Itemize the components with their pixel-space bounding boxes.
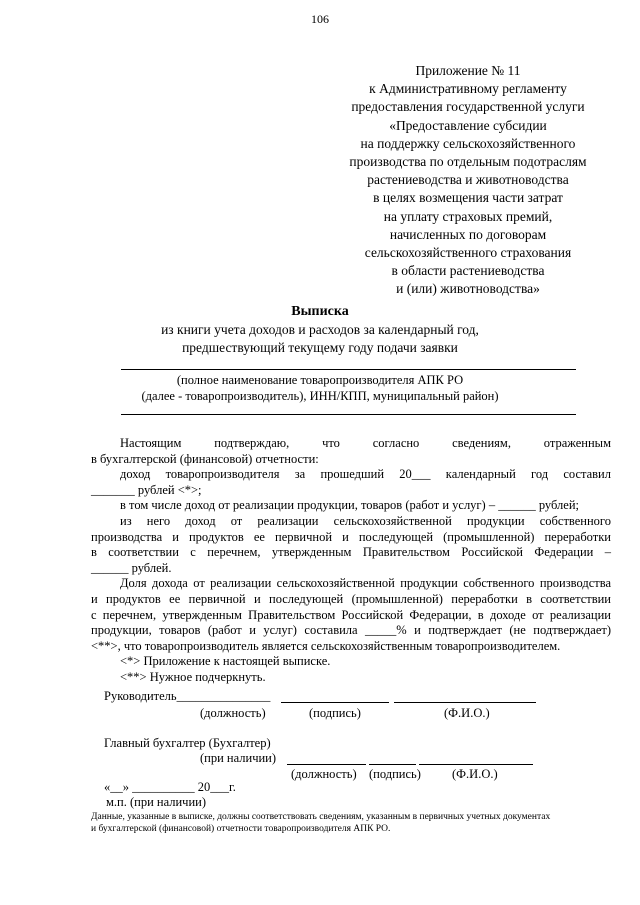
seal-place: м.п. (при наличии) — [106, 795, 206, 809]
statement-p5-line4: продукции, товаров (работ и услуг) составила _____% и подтверждает (не подтверждает) — [91, 623, 611, 638]
appendix-line: в целях возмещения части затрат — [373, 190, 563, 206]
producer-caption — [0, 372, 640, 404]
statement-p4-line2: производства и продуктов ее первичной и последующей (промышленной) переработки — [91, 529, 611, 544]
accountant-position-line — [287, 764, 366, 765]
producer-details-line — [121, 414, 576, 415]
statement-body — [91, 436, 611, 686]
accountant-label: Главный бухгалтер (Бухгалтер) — [104, 736, 271, 750]
head-position-caption: (должность) — [200, 706, 266, 720]
accountant-name-caption: (Ф.И.О.) — [452, 767, 498, 781]
statement-p5-line1: Доля дохода от реализации сельскохозяйственной продукции собственного производства — [120, 576, 611, 591]
document-subtitle — [0, 321, 640, 356]
appendix-line: производства по отдельным подотраслям — [349, 154, 587, 170]
accountant-name-line — [419, 764, 533, 765]
statement-p1-line1: Настоящим подтверждаю, что согласно сведениям, отраженным — [120, 436, 611, 450]
appendix-line: растениеводства и животноводства — [367, 172, 569, 188]
appendix-line: «Предоставление субсидии — [389, 117, 547, 133]
subtitle-line: из книги учета доходов и расходов за календарный год, — [161, 322, 479, 337]
footer-note — [91, 811, 611, 835]
statement-p3: в том числе доход от реализации продукции, товаров (работ и услуг) – ______ рублей; — [120, 498, 580, 513]
statement-p4-last: ______ рублей. — [91, 560, 172, 575]
statement-p2-line2: _______ рублей <*>; — [91, 482, 202, 497]
head-signature-line — [281, 702, 389, 703]
date-field[interactable]: «__» __________ 20___г. — [104, 780, 236, 794]
producer-name-line — [121, 369, 576, 370]
head-name-caption: (Ф.И.О.) — [444, 706, 490, 720]
statement-p4-line1: из него доход от реализации сельскохозяйственной продукции собственного — [120, 513, 611, 528]
statement-p5-last: <**>, что товаропроизводитель является сельскохозяйственным товаропроизводителем. — [91, 638, 561, 653]
head-label — [104, 689, 270, 704]
accountant-position-caption: (должность) — [291, 767, 357, 781]
appendix-line: Приложение № 11 — [415, 63, 521, 78]
head-signature-caption: (подпись) — [309, 706, 361, 720]
appendix-line: в области растениеводства — [391, 263, 545, 279]
footer-note-line: и бухгалтерской (финансовой) отчетности товаропроизводителя АПК РО. — [91, 824, 391, 834]
appendix-line: на поддержку сельскохозяйственного — [360, 135, 576, 151]
page-number: 106 — [311, 12, 329, 26]
footnote-1: <*> Приложение к настоящей выписке. — [120, 654, 331, 669]
caption-line: (далее - товаропроизводитель), ИНН/КПП, муниципальный район) — [141, 389, 499, 403]
appendix-line: на уплату страховых премий, — [383, 208, 553, 224]
appendix-line: начисленных по договорам — [389, 226, 547, 242]
statement-p4-line3: в соответствии с перечнем, утвержденным Правительством Российской Федерации – — [91, 545, 611, 560]
footnote-2: <**> Нужное подчеркнуть. — [120, 669, 266, 684]
appendix-line: к Административному регламенту — [369, 81, 567, 97]
accountant-sub: (при наличии) — [200, 751, 277, 765]
appendix-line: сельскохозяйственного страхования — [364, 245, 572, 261]
accountant-signature-line — [369, 764, 416, 765]
appendix-header — [318, 62, 618, 299]
appendix-line: предоставления государственной услуги — [351, 99, 585, 115]
subtitle-line: предшествующий текущему году подачи заявки — [182, 339, 458, 355]
accountant-signature-caption: (подпись) — [369, 767, 421, 781]
head-name-line — [394, 702, 536, 703]
statement-p5-line2: и продуктов ее первичной и последующей (промышленной) переработки в соответствии — [91, 591, 611, 606]
footer-note-line: Данные, указанные в выписке, должны соответствовать сведениям, указанным в первичных учетных документах — [91, 812, 551, 822]
document-title: Выписка — [291, 304, 349, 319]
appendix-line: и (или) животноводства» — [396, 281, 540, 297]
statement-p1-line2: в бухгалтерской (финансовой) отчетности: — [91, 451, 319, 466]
head-label-text: Руководитель — [104, 689, 177, 703]
statement-p5-line3: с перечнем, утвержденным Правительством Российской Федерации, в доходе от реализации — [91, 607, 611, 622]
caption-line: (полное наименование товаропроизводителя АПК РО — [176, 373, 464, 387]
head-position-field[interactable]: _______________ — [176, 689, 271, 703]
statement-p2-line1: доход товаропроизводителя за прошедший 20___ календарный год составил — [120, 467, 611, 482]
